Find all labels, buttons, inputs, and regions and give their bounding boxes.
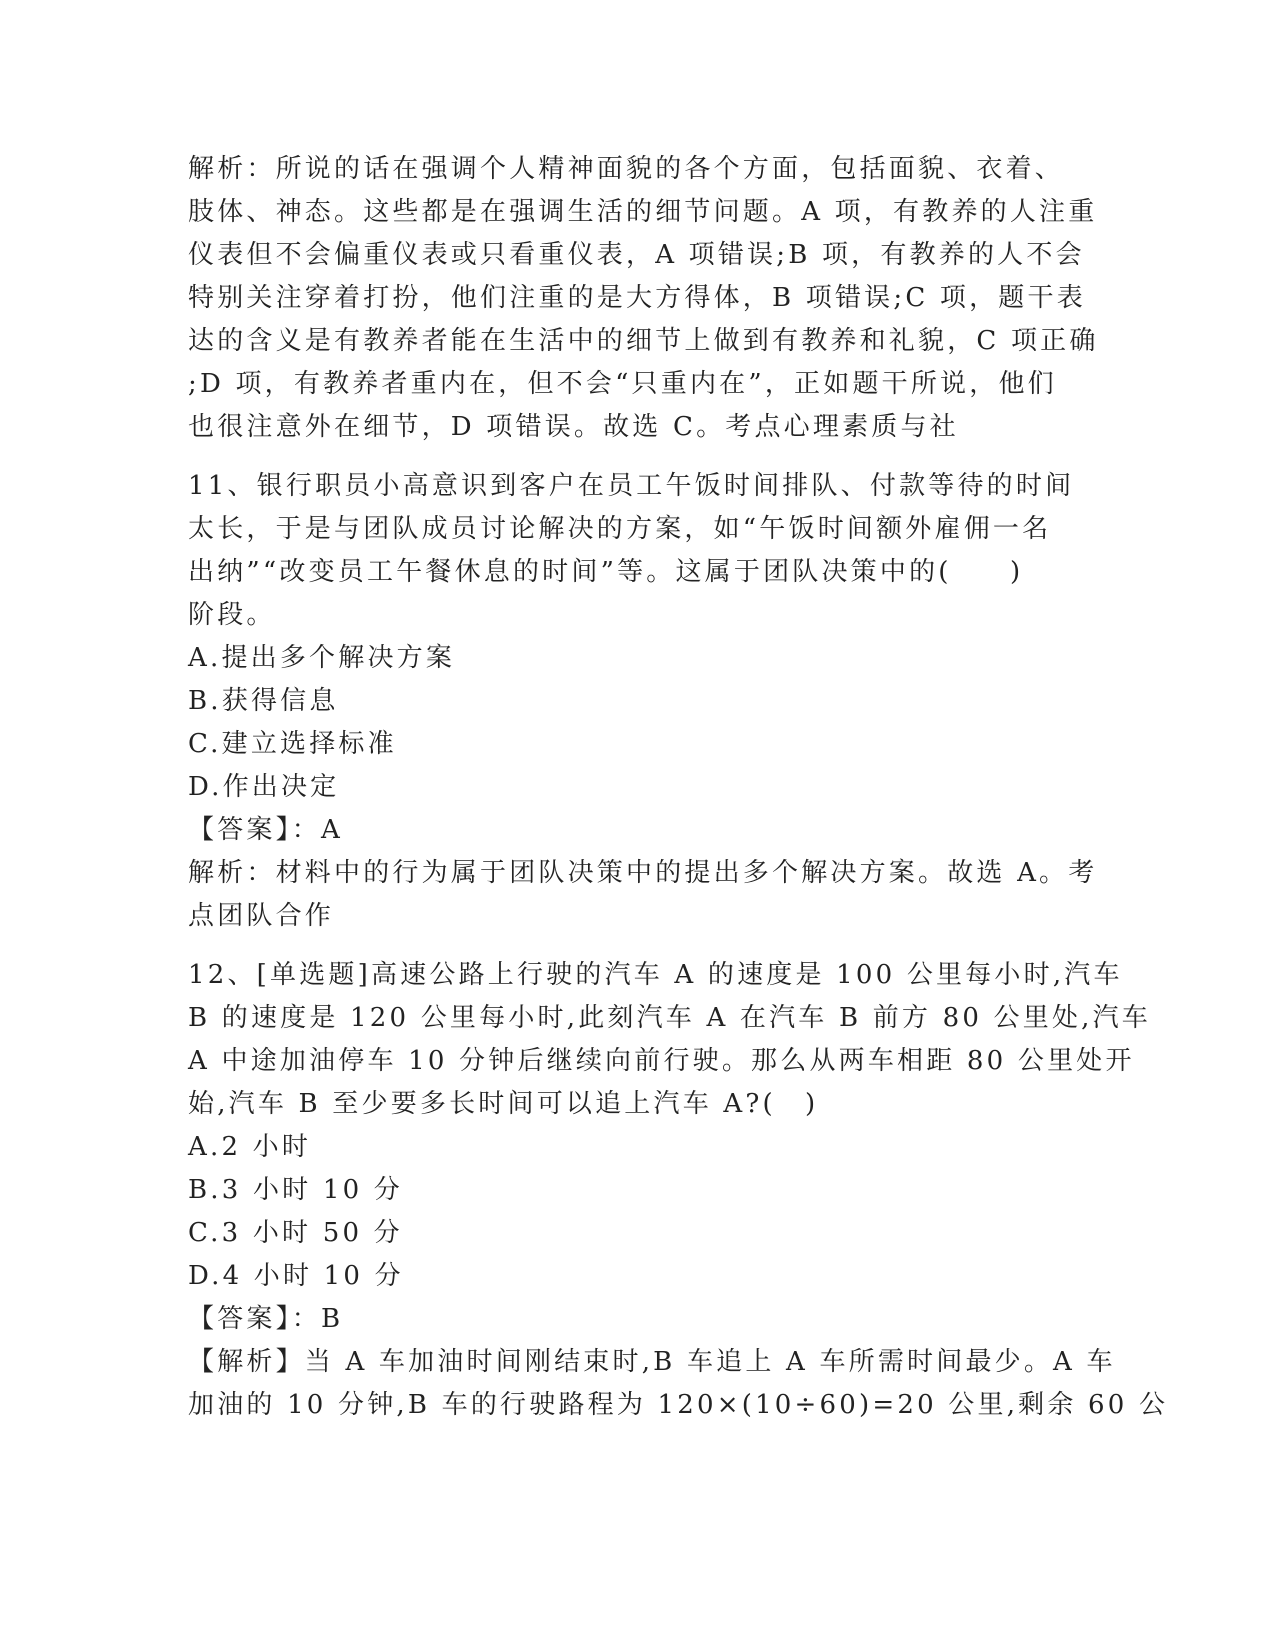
option-c: C.3 小时 50 分 bbox=[188, 1218, 403, 1248]
section-spacer bbox=[188, 938, 1088, 954]
section-spacer bbox=[188, 449, 1088, 465]
text-line: 达的含义是有教养者能在生活中的细节上做到有教养和礼貌，C 项正确 bbox=[188, 326, 1099, 356]
option-b: B.获得信息 bbox=[188, 686, 339, 716]
document-page bbox=[188, 148, 1169, 1427]
explanation-block-q10 bbox=[188, 148, 1099, 449]
option-a: A.2 小时 bbox=[188, 1132, 312, 1162]
question-text-line: 太长，于是与团队成员讨论解决的方案，如“午饭时间额外雇佣一名 bbox=[188, 514, 1052, 544]
text-line: 仪表但不会偏重仪表或只看重仪表，A 项错误;B 项，有教养的人不会 bbox=[188, 240, 1085, 270]
question-text-line: 出纳”“改变员工午餐休息的时间”等。这属于团队决策中的( ) bbox=[188, 557, 1024, 587]
text-line: 也很注意外在细节，D 项错误。故选 C。考点心理素质与社 bbox=[188, 412, 959, 442]
option-d: D.4 小时 10 分 bbox=[188, 1261, 404, 1291]
text-line: 解析：所说的话在强调个人精神面貌的各个方面，包括面貌、衣着、 bbox=[188, 154, 1065, 184]
text-line: ;D 项，有教养者重内在，但不会“只重内在”，正如题干所说，他们 bbox=[188, 369, 1057, 399]
question-text-line: 12、[单选题]高速公路上行驶的汽车 A 的速度是 100 公里每小时,汽车 bbox=[188, 960, 1123, 990]
explanation-line: 【解析】当 A 车加油时间刚结束时,B 车追上 A 车所需时间最少。A 车 bbox=[188, 1347, 1116, 1377]
option-c: C.建立选择标准 bbox=[188, 729, 397, 759]
answer-line: 【答案】：B bbox=[188, 1304, 344, 1334]
explanation-line: 解析：材料中的行为属于团队决策中的提出多个解决方案。故选 A。考 bbox=[188, 858, 1098, 888]
text-line: 特别关注穿着打扮，他们注重的是大方得体，B 项错误;C 项，题干表 bbox=[188, 283, 1086, 313]
text-line: 肢体、神态。这些都是在强调生活的细节问题。A 项，有教养的人注重 bbox=[188, 197, 1098, 227]
option-a: A.提出多个解决方案 bbox=[188, 643, 456, 673]
question-block-11 bbox=[188, 465, 1098, 938]
question-text-line: A 中途加油停车 10 分钟后继续向前行驶。那么从两车相距 80 公里处开 bbox=[188, 1046, 1135, 1076]
question-text-line: B 的速度是 120 公里每小时,此刻汽车 A 在汽车 B 前方 80 公里处,汽车 bbox=[188, 1003, 1152, 1033]
question-text-line: 始,汽车 B 至少要多长时间可以追上汽车 A?( ) bbox=[188, 1089, 819, 1119]
option-d: D.作出决定 bbox=[188, 772, 340, 802]
answer-line: 【答案】：A bbox=[188, 815, 343, 845]
question-block-12 bbox=[188, 954, 1169, 1427]
option-b: B.3 小时 10 分 bbox=[188, 1175, 403, 1205]
explanation-line: 加油的 10 分钟,B 车的行驶路程为 120×(10÷60)=20 公里,剩余 60 公 bbox=[188, 1390, 1169, 1420]
question-text-line: 阶段。 bbox=[188, 600, 276, 630]
explanation-line: 点团队合作 bbox=[188, 901, 335, 931]
question-text-line: 11、银行职员小高意识到客户在员工午饭时间排队、付款等待的时间 bbox=[188, 471, 1075, 501]
